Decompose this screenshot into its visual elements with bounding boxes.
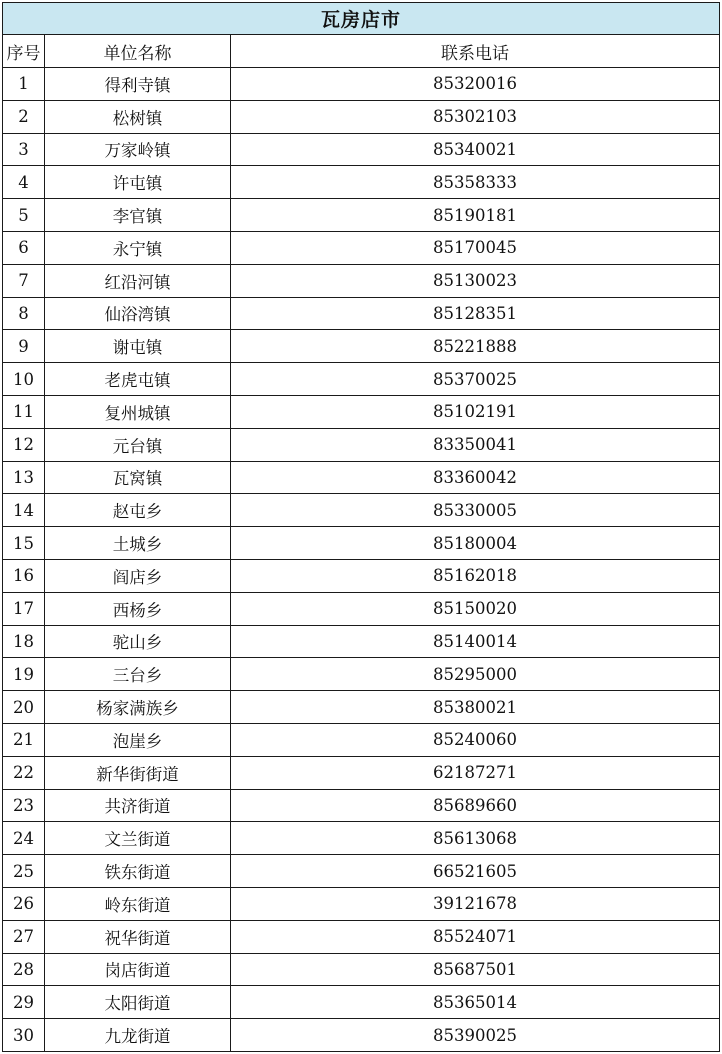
table-row	[3, 428, 720, 461]
row-index-cell: 26	[3, 887, 45, 920]
row-index-cell: 6	[3, 231, 45, 264]
table-row	[3, 658, 720, 691]
row-phone-cell: 83360042	[231, 461, 720, 494]
row-index-cell: 17	[3, 592, 45, 625]
row-phone-cell: 85102191	[231, 395, 720, 428]
row-index-cell: 5	[3, 199, 45, 232]
row-phone-cell: 85295000	[231, 658, 720, 691]
row-index-cell: 25	[3, 855, 45, 888]
row-name-cell: 共济街道	[45, 789, 231, 822]
table-row	[3, 756, 720, 789]
row-phone-cell: 85140014	[231, 625, 720, 658]
table-row	[3, 822, 720, 855]
row-phone-cell: 85330005	[231, 494, 720, 527]
row-phone-cell: 85130023	[231, 264, 720, 297]
row-name-cell: 得利寺镇	[45, 68, 231, 101]
table-row	[3, 330, 720, 363]
row-name-cell: 太阳街道	[45, 986, 231, 1019]
table-row	[3, 953, 720, 986]
row-name-cell: 土城乡	[45, 527, 231, 560]
row-index-cell: 18	[3, 625, 45, 658]
row-phone-cell: 85150020	[231, 592, 720, 625]
row-name-cell: 红沿河镇	[45, 264, 231, 297]
row-index-cell: 14	[3, 494, 45, 527]
row-name-cell: 元台镇	[45, 428, 231, 461]
row-index-cell: 19	[3, 658, 45, 691]
row-phone-cell: 85190181	[231, 199, 720, 232]
row-phone-cell: 85358333	[231, 166, 720, 199]
row-name-cell: 泡崖乡	[45, 723, 231, 756]
row-index-cell: 30	[3, 1019, 45, 1052]
row-name-cell: 九龙街道	[45, 1019, 231, 1052]
row-name-cell: 杨家满族乡	[45, 691, 231, 724]
row-index-cell: 21	[3, 723, 45, 756]
row-phone-cell: 85689660	[231, 789, 720, 822]
table-row	[3, 691, 720, 724]
table-row	[3, 133, 720, 166]
row-phone-cell: 85365014	[231, 986, 720, 1019]
row-name-cell: 永宁镇	[45, 231, 231, 264]
row-name-cell: 复州城镇	[45, 395, 231, 428]
row-name-cell: 阎店乡	[45, 559, 231, 592]
row-name-cell: 仙浴湾镇	[45, 297, 231, 330]
header-name: 单位名称	[45, 35, 231, 68]
row-name-cell: 文兰街道	[45, 822, 231, 855]
row-index-cell: 27	[3, 920, 45, 953]
row-name-cell: 万家岭镇	[45, 133, 231, 166]
table-row	[3, 920, 720, 953]
row-phone-cell: 85524071	[231, 920, 720, 953]
row-phone-cell: 85170045	[231, 231, 720, 264]
table-row	[3, 100, 720, 133]
table-row	[3, 789, 720, 822]
table-row	[3, 986, 720, 1019]
row-index-cell: 3	[3, 133, 45, 166]
row-phone-cell: 85180004	[231, 527, 720, 560]
row-index-cell: 2	[3, 100, 45, 133]
table-row	[3, 166, 720, 199]
row-index-cell: 10	[3, 363, 45, 396]
row-name-cell: 三台乡	[45, 658, 231, 691]
table-row	[3, 231, 720, 264]
row-name-cell: 铁东街道	[45, 855, 231, 888]
table-body	[3, 68, 720, 1052]
row-index-cell: 1	[3, 68, 45, 101]
table-row	[3, 68, 720, 101]
row-index-cell: 28	[3, 953, 45, 986]
table-row	[3, 887, 720, 920]
table-row	[3, 1019, 720, 1052]
table-row	[3, 297, 720, 330]
row-index-cell: 24	[3, 822, 45, 855]
row-name-cell: 岗店街道	[45, 953, 231, 986]
table-row	[3, 461, 720, 494]
title-row	[3, 3, 720, 35]
table-row	[3, 199, 720, 232]
row-index-cell: 7	[3, 264, 45, 297]
row-index-cell: 23	[3, 789, 45, 822]
row-phone-cell: 85221888	[231, 330, 720, 363]
row-phone-cell: 85380021	[231, 691, 720, 724]
table-row	[3, 592, 720, 625]
table-row	[3, 559, 720, 592]
row-index-cell: 16	[3, 559, 45, 592]
header-index: 序号	[3, 35, 45, 68]
row-phone-cell: 83350041	[231, 428, 720, 461]
row-phone-cell: 85340021	[231, 133, 720, 166]
row-index-cell: 13	[3, 461, 45, 494]
row-index-cell: 22	[3, 756, 45, 789]
row-name-cell: 老虎屯镇	[45, 363, 231, 396]
row-name-cell: 李官镇	[45, 199, 231, 232]
row-index-cell: 29	[3, 986, 45, 1019]
row-name-cell: 松树镇	[45, 100, 231, 133]
table-row	[3, 264, 720, 297]
row-phone-cell: 85320016	[231, 68, 720, 101]
row-phone-cell: 39121678	[231, 887, 720, 920]
row-index-cell: 4	[3, 166, 45, 199]
row-index-cell: 12	[3, 428, 45, 461]
table-row	[3, 625, 720, 658]
table-row	[3, 855, 720, 888]
row-phone-cell: 85390025	[231, 1019, 720, 1052]
row-phone-cell: 85370025	[231, 363, 720, 396]
row-phone-cell: 85687501	[231, 953, 720, 986]
row-index-cell: 15	[3, 527, 45, 560]
table-row	[3, 395, 720, 428]
row-phone-cell: 85302103	[231, 100, 720, 133]
contact-table	[2, 2, 720, 1052]
table-row	[3, 527, 720, 560]
row-phone-cell: 85162018	[231, 559, 720, 592]
row-name-cell: 新华街街道	[45, 756, 231, 789]
row-name-cell: 祝华街道	[45, 920, 231, 953]
row-index-cell: 20	[3, 691, 45, 724]
row-index-cell: 9	[3, 330, 45, 363]
row-name-cell: 谢屯镇	[45, 330, 231, 363]
table-row	[3, 723, 720, 756]
row-phone-cell: 62187271	[231, 756, 720, 789]
row-name-cell: 瓦窝镇	[45, 461, 231, 494]
table-row	[3, 494, 720, 527]
row-phone-cell: 85240060	[231, 723, 720, 756]
row-phone-cell: 85128351	[231, 297, 720, 330]
row-name-cell: 西杨乡	[45, 592, 231, 625]
row-name-cell: 许屯镇	[45, 166, 231, 199]
row-name-cell: 赵屯乡	[45, 494, 231, 527]
row-phone-cell: 66521605	[231, 855, 720, 888]
table-row	[3, 363, 720, 396]
row-phone-cell: 85613068	[231, 822, 720, 855]
row-name-cell: 驼山乡	[45, 625, 231, 658]
header-phone: 联系电话	[231, 35, 720, 68]
row-name-cell: 岭东街道	[45, 887, 231, 920]
row-index-cell: 8	[3, 297, 45, 330]
header-row	[3, 35, 720, 68]
row-index-cell: 11	[3, 395, 45, 428]
table-title: 瓦房店市	[3, 3, 720, 35]
